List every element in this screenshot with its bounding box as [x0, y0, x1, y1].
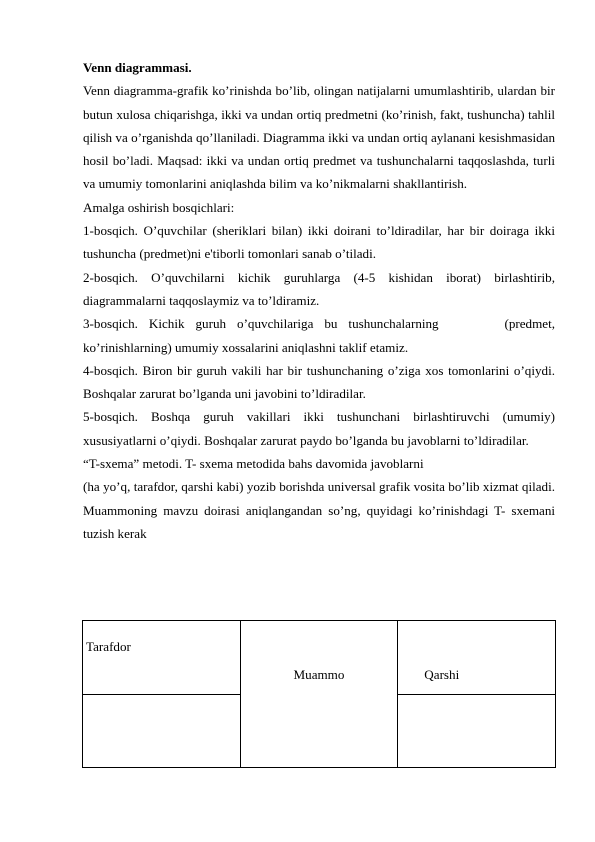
table-cell-tarafdor — [83, 621, 241, 695]
paragraph-step-1: 1-bosqich. O’quvchilar (sheriklari bilan) ikki doirani to’ldiradilar, har bir doiraga ikki tushuncha (predmet)ni e'tiborli tomonlari sanab o’tiladi. — [83, 223, 555, 262]
table-cell-empty-right — [398, 695, 556, 768]
paragraph-step-5: 5-bosqich. Boshqa guruh vakillari ikki tushunchani birlashtiruvchi (umumiy) xususiyatlarni o’qiydi. Boshqalar zarurat paydo bo’lganda bu javoblarni to’ldiradilar. — [83, 409, 555, 448]
table-cell-qarshi — [398, 621, 556, 695]
paragraph-step-3: 3-bosqich. Kichik guruh o’quvchilariga bu tushunchalarning (predmet, ko’rinishlarning) umumiy xossalarini aniqlashni taklif etamiz. — [83, 316, 592, 355]
paragraph-intro: Venn diagramma-grafik ko’rinishda bo’lib, olingan natijalarni umumlashtirib, ulardan bir butun xulosa chiqarishga, ikki va undan ortiq predmetni (ko’rinish, fakt, tushuncha) tahlil qilish va o’rganishda qo’llaniladi. Diagramma ikki va undan ortiq aylanani kesishmasidan hosil bo’ladi. Maqsad: ikki va undan ortiq predmet va tushunchalarni taqqoslashda, turli va umumiy tomonlarini aniqlashda bilim va ko’nikmalarni shakllantirish. — [83, 83, 555, 192]
t-scheme-table — [82, 620, 556, 768]
paragraph-step-4: 4-bosqich. Biron bir guruh vakili har bir tushunchaning o’ziga xos tomonlarini o’qiydi. Boshqalar zarurat bo’lganda uni javobini to’ldiradilar. — [83, 362, 555, 402]
paragraph-steps-heading: Amalga oshirish bosqichlari: — [83, 199, 235, 215]
document-body — [83, 56, 592, 545]
section-heading: Venn diagrammasi. — [83, 60, 192, 75]
tarafdor-label: Tarafdor — [86, 639, 131, 654]
muammo-label: Muammo — [293, 667, 345, 682]
paragraph-t-scheme-desc: (ha yo’q, tarafdor, qarshi kabi) yozib borishda universal grafik vosita bo’lib xizmat qiladi. Muammoning mavzu doirasi aniqlangandan so’ng, quyidagi ko’rinishdagi T- sxemani tuzish kerak — [83, 479, 555, 541]
table-cell-muammo — [240, 621, 398, 768]
paragraph-t-scheme-title: “T-sxema” metodi. T- sxema metodida bahs davomida javoblarni — [83, 456, 424, 472]
table-cell-empty-left — [83, 695, 241, 768]
paragraph-step-2: 2-bosqich. O’quvchilarni kichik guruhlarga (4-5 kishidan iborat) birlashtirib, diagrammalarni taqqoslaymiz va to’ldiramiz. — [83, 269, 555, 308]
qarshi-label: Qarshi — [424, 667, 460, 682]
